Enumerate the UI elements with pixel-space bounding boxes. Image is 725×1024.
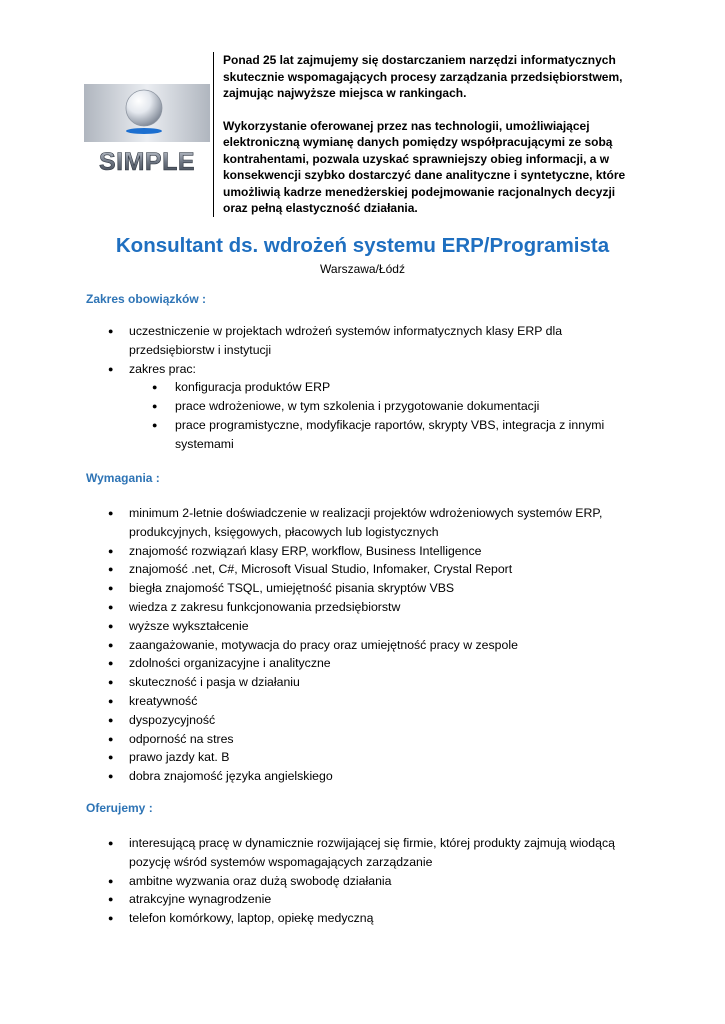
bullet-icon: ● (108, 838, 114, 848)
job-title: Konsultant ds. wdrożeń systemu ERP/Programista (115, 234, 610, 257)
intro-paragraph-1: Ponad 25 lat zajmujemy się dostarczaniem narzędzi informatycznych skutecznie wspomagających procesy zarządzania przedsiębiorstwem, zajmując najwyższe miejsca w rankingach. (223, 53, 623, 100)
bullet-icon: ● (152, 382, 158, 393)
bullet-icon: ● (152, 401, 158, 412)
list-item (108, 504, 628, 542)
bullet-icon: ● (108, 752, 114, 763)
list-item-text: zakres prac: (129, 361, 196, 376)
logo-text: SIMPLE (98, 148, 196, 176)
bullet-icon: ● (108, 564, 114, 575)
list-item-text: wiedza z zakresu funkcjonowania przedsiębiorstw (129, 599, 401, 614)
bullet-icon: ● (108, 714, 114, 725)
offer-list (108, 834, 628, 928)
sublist-item-text: prace programistyczne, modyfikacje raportów, skrypty VBS, integracja z innymi systemami (175, 417, 605, 451)
list-item-text: znajomość rozwiązań klasy ERP, workflow, Business Intelligence (129, 543, 482, 558)
bullet-icon: ● (108, 771, 114, 782)
list-item-text: zdolności organizacyjne i analityczne (129, 656, 331, 671)
duties-sublist (152, 378, 628, 453)
bullet-icon: ● (108, 508, 114, 518)
list-item-text: prawo jazdy kat. B (129, 750, 230, 765)
list-item (108, 711, 628, 730)
list-item-text: biegła znajomość TSQL, umiejętność pisania skryptów VBS (129, 581, 455, 596)
bullet-icon: ● (108, 545, 114, 556)
list-item-text: zaangażowanie, motywacja do pracy oraz umiejętność pracy w zespole (129, 637, 518, 652)
list-item (108, 767, 628, 786)
list-item (108, 692, 628, 711)
list-item (108, 579, 628, 598)
list-item-text: uczestniczenie w projektach wdrożeń systemów informatycznych klasy ERP dla przedsiębiorstw i instytucji (129, 324, 563, 357)
bullet-icon: ● (108, 695, 114, 706)
list-item-text: wyższe wykształcenie (129, 618, 249, 633)
list-item-text: znajomość .net, C#, Microsoft Visual Studio, Infomaker, Crystal Report (129, 562, 513, 577)
list-item (108, 322, 628, 360)
sublist-item-text: konfiguracja produktów ERP (175, 380, 331, 395)
list-item-text: minimum 2-letnie doświadczenie w realizacji projektów wdrożeniowych systemów ERP, produkcyjnych, księgowych, płacowych lub logistycznych (129, 506, 603, 539)
requirements-list (108, 504, 628, 786)
bullet-icon: ● (108, 658, 114, 669)
bullet-icon: ● (108, 363, 114, 374)
list-item-text: interesującą pracę w dynamicznie rozwijającej się firmie, której produkty zajmują wiodącą pozycję wśród systemów wspomagających zarządzanie (129, 836, 615, 869)
bullet-icon: ● (108, 894, 114, 905)
bullet-icon: ● (108, 639, 114, 650)
list-item (108, 872, 628, 891)
bullet-icon: ● (108, 677, 114, 688)
list-item (108, 598, 628, 617)
list-item (108, 730, 628, 749)
list-item-text: dyspozycyjność (129, 712, 216, 727)
bullet-icon: ● (108, 733, 114, 744)
bullet-icon: ● (108, 875, 114, 886)
company-logo (84, 84, 210, 180)
list-item (108, 673, 628, 692)
job-location: Warszawa/Łódź (320, 262, 405, 276)
list-item (108, 748, 628, 767)
bullet-icon: ● (108, 913, 114, 924)
bullet-icon: ● (108, 620, 114, 631)
bullet-icon: ● (108, 601, 114, 612)
list-item (108, 654, 628, 673)
sublist-item-text: prace wdrożeniowe, w tym szkolenia i przygotowanie dokumentacji (175, 399, 540, 414)
list-item (108, 617, 628, 636)
company-intro (213, 52, 643, 217)
bullet-icon: ● (108, 583, 114, 594)
list-item (108, 890, 628, 909)
logo-graphic (84, 84, 210, 180)
duties-heading: Zakres obowiązków : (86, 292, 207, 306)
list-item (108, 834, 628, 872)
list-item (108, 560, 628, 579)
list-item-text: ambitne wyzwania oraz dużą swobodę działania (129, 873, 392, 888)
list-item (108, 909, 628, 928)
intro-paragraph-2: Wykorzystanie oferowanej przez nas technologii, umożliwiającej elektroniczną wymianę danych pomiędzy współpracującymi ze sobą kontrahentami, pozwala uzyskać sprawniejszy obieg informacji, a w konsekwencji szybko dostarczyć dane analityczne i syntetyczne, które umożliwią kadrze menedżerskiej podejmowanie racjonalnych decyzji oraz pełną elastyczność działania. (223, 118, 626, 215)
sublist-item (152, 378, 628, 397)
list-item-text: odporność na stres (129, 731, 234, 746)
list-item-text: skuteczność i pasja w działaniu (129, 675, 300, 690)
list-item-text: telefon komórkowy, laptop, opiekę medyczną (129, 911, 374, 926)
list-item-text: kreatywność (129, 693, 198, 708)
bullet-icon: ● (108, 326, 114, 336)
list-item (108, 542, 628, 561)
sublist-item (152, 416, 628, 454)
list-item (108, 636, 628, 655)
offer-heading: Oferujemy : (86, 801, 153, 815)
list-item-text: atrakcyjne wynagrodzenie (129, 892, 272, 907)
duties-list (108, 322, 628, 454)
bullet-icon: ● (152, 419, 158, 430)
requirements-heading: Wymagania : (86, 471, 160, 485)
list-item (108, 360, 628, 454)
sublist-item (152, 397, 628, 416)
list-item-text: dobra znajomość języka angielskiego (129, 769, 333, 784)
